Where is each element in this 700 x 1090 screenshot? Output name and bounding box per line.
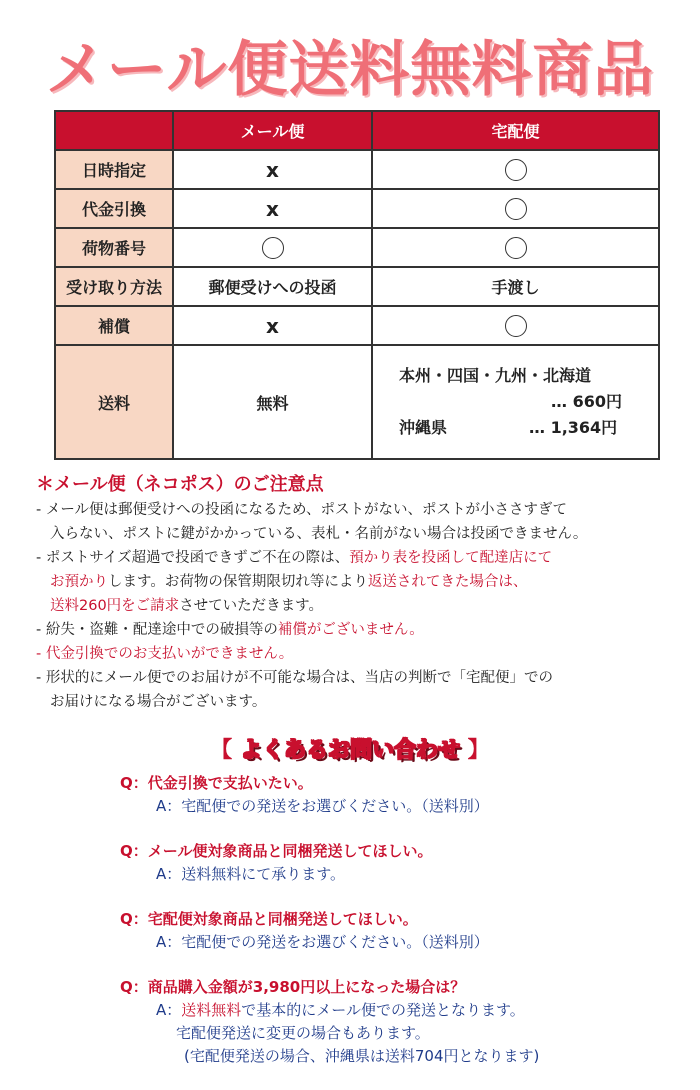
faq-item: [120, 772, 680, 818]
fee-region-okinawa: 沖縄県: [399, 418, 448, 437]
note-emphasis: 返送されてきた場合は、: [367, 574, 528, 590]
table-row: [55, 189, 659, 228]
faq-item: [120, 976, 680, 1068]
note-emphasis: 送料260円をご請求: [50, 598, 180, 614]
mail-cell: [173, 150, 372, 189]
mail-fee-cell: 無料: [173, 345, 372, 459]
table-header-row: [55, 111, 659, 150]
fee-region-mainland: 本州・四国・九州・北海道: [399, 366, 592, 385]
faq-question: Q：商品購入金額が3,980円以上になった場合は？: [120, 978, 466, 996]
faq-title: [0, 733, 700, 764]
takuhai-cell: [372, 150, 659, 189]
faq-answer: [120, 999, 680, 1022]
note-emphasis: 預かり表を投函して配達店にて: [349, 550, 553, 566]
bracket-left: 【: [210, 738, 233, 763]
row-label: 送料: [55, 345, 173, 459]
faq-title-text: よくあるお問い合わせ: [239, 738, 460, 763]
faq-answer-prefix: A：: [156, 1001, 182, 1019]
faq-question: Q：メール便対象商品と同梱発送してほしい。: [120, 842, 433, 860]
notes-title: ＊メール便（ネコポス）のご注意点: [36, 474, 324, 495]
circle-mark-icon: [505, 237, 527, 259]
note-item: [36, 666, 676, 714]
note-text: 入らない、ポストに鍵がかかっている、表札・名前がない場合は投函できません。: [50, 526, 588, 542]
fee-price-okinawa: … 1,364円: [529, 418, 618, 437]
note-item: - 代金引換でのお支払いができません。: [36, 646, 294, 662]
faq-list: [120, 772, 680, 1090]
note-item: [36, 618, 676, 642]
takuhai-cell: 手渡し: [372, 267, 659, 306]
shipping-comparison-table: [54, 110, 660, 460]
header-empty-cell: [55, 111, 173, 150]
row-label: 代金引換: [55, 189, 173, 228]
x-mark-icon: x: [266, 313, 279, 338]
note-item: [36, 546, 676, 618]
faq-answer-line: 宅配便発送に変更の場合もあります。: [176, 1024, 430, 1042]
circle-mark-icon: [505, 159, 527, 181]
takuhai-fee-cell: [372, 345, 659, 459]
x-mark-icon: x: [266, 196, 279, 221]
header-mail: メール便: [173, 111, 372, 150]
note-emphasis: 補償がございません。: [277, 622, 424, 638]
faq-answer-emphasis: 送料無料: [181, 1001, 242, 1019]
mail-cell: [173, 189, 372, 228]
faq-answer-text: で基本的にメール便での発送となります。: [241, 1001, 525, 1019]
note-text: お届けになる場合がございます。: [50, 694, 267, 710]
note-emphasis: お預かり: [50, 574, 108, 590]
x-mark-icon: x: [266, 157, 279, 182]
takuhai-cell: [372, 228, 659, 267]
header-takuhai: 宅配便: [372, 111, 659, 150]
circle-mark-icon: [505, 315, 527, 337]
notes-section: [36, 470, 676, 714]
faq-answer: A：宅配便での発送をお選びください。（送料別）: [156, 933, 489, 951]
note-text: させていただきます。: [179, 598, 324, 614]
takuhai-cell: [372, 306, 659, 345]
note-text: - メール便は郵便受けへの投函になるため、ポストがない、ポストが小ささすぎて: [36, 502, 567, 518]
circle-mark-icon: [262, 237, 284, 259]
circle-mark-icon: [505, 198, 527, 220]
takuhai-cell: [372, 189, 659, 228]
mail-cell: [173, 228, 372, 267]
fee-okinawa: [373, 415, 658, 441]
faq-answer: A：送料無料にて承ります。: [156, 865, 346, 883]
faq-question: Q：宅配便対象商品と同梱発送してほしい。: [120, 910, 418, 928]
row-label: 受け取り方法: [55, 267, 173, 306]
row-label: 日時指定: [55, 150, 173, 189]
faq-answer: A：宅配便での発送をお選びください。（送料別）: [156, 797, 489, 815]
table-row: [55, 267, 659, 306]
table-row: [55, 150, 659, 189]
note-item: [36, 498, 676, 546]
note-text: - 形状的にメール便でのお届けが不可能な場合は、当店の判断で「宅配便」での: [36, 670, 554, 686]
faq-item: [120, 908, 680, 954]
mail-cell: 郵便受けへの投函: [173, 267, 372, 306]
table-row: [55, 306, 659, 345]
faq-answer-line: (宅配便発送の場合、沖縄県は送料704円となります): [184, 1047, 540, 1065]
bracket-right: 】: [467, 738, 490, 763]
row-label: 荷物番号: [55, 228, 173, 267]
note-text: - ポストサイズ超過で投函できずご不在の際は、: [36, 550, 350, 566]
mail-cell: [173, 306, 372, 345]
fee-price-mainland: … 660円: [551, 392, 622, 411]
faq-question: Q：代金引換で支払いたい。: [120, 774, 313, 792]
page-banner-title: メール便送料無料商品: [45, 35, 655, 105]
table-row: [55, 228, 659, 267]
note-text: します。お荷物の保管期限切れ等により: [108, 574, 368, 590]
row-label: 補償: [55, 306, 173, 345]
faq-item: [120, 840, 680, 886]
note-text: - 紛失・盗難・配達途中での破損等の: [36, 622, 278, 638]
shipping-fee-row: [55, 345, 659, 459]
